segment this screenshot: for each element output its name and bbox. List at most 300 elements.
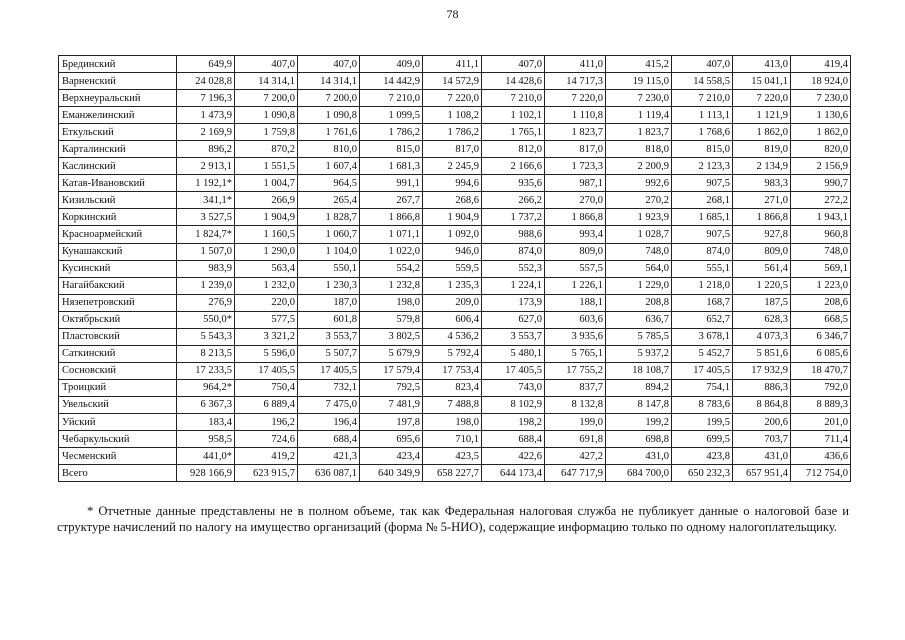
- value-cell: 17 233,5: [177, 362, 235, 379]
- value-cell: 1 551,5: [235, 158, 298, 175]
- value-cell: 990,7: [791, 175, 851, 192]
- value-cell: 991,1: [360, 175, 423, 192]
- table-row: [59, 56, 851, 73]
- value-cell: 1 737,2: [482, 209, 545, 226]
- value-cell: 407,0: [672, 56, 733, 73]
- value-cell: 1 060,7: [298, 226, 360, 243]
- value-cell: 409,0: [360, 56, 423, 73]
- value-cell: 724,6: [235, 431, 298, 448]
- value-cell: 712 754,0: [791, 465, 851, 482]
- value-cell: 419,4: [791, 56, 851, 73]
- value-cell: 17 753,4: [423, 362, 482, 379]
- value-cell: 271,0: [733, 192, 791, 209]
- value-cell: 1 004,7: [235, 175, 298, 192]
- value-cell: 1 119,4: [606, 107, 672, 124]
- value-cell: 17 405,5: [482, 362, 545, 379]
- value-cell: 1 866,8: [360, 209, 423, 226]
- value-cell: 423,5: [423, 448, 482, 465]
- value-cell: 935,6: [482, 175, 545, 192]
- value-cell: 748,0: [606, 243, 672, 260]
- value-cell: 8 132,8: [545, 396, 606, 413]
- value-cell: 684 700,0: [606, 465, 672, 482]
- value-cell: 427,2: [545, 448, 606, 465]
- value-cell: 896,2: [177, 141, 235, 158]
- value-cell: 7 220,0: [423, 90, 482, 107]
- district-name-cell: Брединский: [59, 56, 177, 73]
- value-cell: 1 090,8: [298, 107, 360, 124]
- value-cell: 1 232,0: [235, 277, 298, 294]
- value-cell: 1 607,4: [298, 158, 360, 175]
- value-cell: 5 851,6: [733, 345, 791, 362]
- district-name-cell: Карталинский: [59, 141, 177, 158]
- value-cell: 601,8: [298, 311, 360, 328]
- value-cell: 983,9: [177, 260, 235, 277]
- district-name-cell: Пластовский: [59, 328, 177, 345]
- value-cell: 874,0: [482, 243, 545, 260]
- value-cell: 993,4: [545, 226, 606, 243]
- value-cell: 5 507,7: [298, 345, 360, 362]
- value-cell: 823,4: [423, 379, 482, 396]
- value-cell: 266,2: [482, 192, 545, 209]
- value-cell: 14 428,6: [482, 73, 545, 90]
- value-cell: 17 755,2: [545, 362, 606, 379]
- value-cell: 7 200,0: [235, 90, 298, 107]
- value-cell: 431,0: [733, 448, 791, 465]
- value-cell: 411,0: [545, 56, 606, 73]
- value-cell: 1 226,1: [545, 277, 606, 294]
- table-row: [59, 431, 851, 448]
- value-cell: 557,5: [545, 260, 606, 277]
- table-row: [59, 294, 851, 311]
- value-cell: 699,5: [672, 431, 733, 448]
- value-cell: 1 904,9: [423, 209, 482, 226]
- value-cell: 3 321,2: [235, 328, 298, 345]
- value-cell: 220,0: [235, 294, 298, 311]
- value-cell: 569,1: [791, 260, 851, 277]
- value-cell: 563,4: [235, 260, 298, 277]
- page-number: 78: [446, 7, 459, 21]
- value-cell: 820,0: [791, 141, 851, 158]
- value-cell: 1 866,8: [545, 209, 606, 226]
- value-cell: 1 681,3: [360, 158, 423, 175]
- value-cell: 198,0: [423, 413, 482, 430]
- table-row: [59, 345, 851, 362]
- value-cell: 14 314,1: [235, 73, 298, 90]
- value-cell: 436,6: [791, 448, 851, 465]
- value-cell: 1 099,5: [360, 107, 423, 124]
- value-cell: 1 092,0: [423, 226, 482, 243]
- value-cell: 964,5: [298, 175, 360, 192]
- value-cell: 198,2: [482, 413, 545, 430]
- value-cell: 640 349,9: [360, 465, 423, 482]
- value-cell: 3 802,5: [360, 328, 423, 345]
- value-cell: 817,0: [423, 141, 482, 158]
- value-cell: 711,4: [791, 431, 851, 448]
- district-name-cell: Троицкий: [59, 379, 177, 396]
- value-cell: 1 220,5: [733, 277, 791, 294]
- value-cell: 894,2: [606, 379, 672, 396]
- value-cell: 812,0: [482, 141, 545, 158]
- district-name-cell: Коркинский: [59, 209, 177, 226]
- value-cell: 1 823,7: [545, 124, 606, 141]
- value-cell: 1 824,7*: [177, 226, 235, 243]
- table-row: [59, 311, 851, 328]
- district-name-cell: Еманжелинский: [59, 107, 177, 124]
- value-cell: 4 536,2: [423, 328, 482, 345]
- value-cell: 14 717,3: [545, 73, 606, 90]
- value-cell: 644 173,4: [482, 465, 545, 482]
- value-cell: 17 932,9: [733, 362, 791, 379]
- value-cell: 1 022,0: [360, 243, 423, 260]
- value-cell: 960,8: [791, 226, 851, 243]
- value-cell: 710,1: [423, 431, 482, 448]
- value-cell: 7 230,0: [606, 90, 672, 107]
- value-cell: 3 678,1: [672, 328, 733, 345]
- value-cell: 196,4: [298, 413, 360, 430]
- value-cell: 1 290,0: [235, 243, 298, 260]
- value-cell: 268,6: [423, 192, 482, 209]
- table-row: [59, 396, 851, 413]
- value-cell: 983,3: [733, 175, 791, 192]
- district-name-cell: Сосновский: [59, 362, 177, 379]
- value-cell: 987,1: [545, 175, 606, 192]
- district-name-cell: Катав-Ивановский: [59, 175, 177, 192]
- footnote: * Отчетные данные представлены не в полном объеме, так как Федеральная налоговая служба не публикует данные о налоговой базе и структуре начислений по налогу на имущество организаций (форма № 5-НИО), содержащие информацию только по одному налогоплательщику.: [57, 504, 849, 534]
- table-row: [59, 192, 851, 209]
- value-cell: 1 862,0: [791, 124, 851, 141]
- value-cell: 2 245,9: [423, 158, 482, 175]
- value-cell: 564,0: [606, 260, 672, 277]
- value-cell: 14 572,9: [423, 73, 482, 90]
- value-cell: 7 210,0: [672, 90, 733, 107]
- value-cell: 792,0: [791, 379, 851, 396]
- value-cell: 5 679,9: [360, 345, 423, 362]
- value-cell: 6 346,7: [791, 328, 851, 345]
- value-cell: 15 041,1: [733, 73, 791, 90]
- value-cell: 183,4: [177, 413, 235, 430]
- district-name-cell: Еткульский: [59, 124, 177, 141]
- value-cell: 552,3: [482, 260, 545, 277]
- value-cell: 750,4: [235, 379, 298, 396]
- table-row: [59, 175, 851, 192]
- value-cell: 732,1: [298, 379, 360, 396]
- value-cell: 658 227,7: [423, 465, 482, 482]
- value-cell: 270,2: [606, 192, 672, 209]
- value-cell: 17 405,5: [235, 362, 298, 379]
- district-name-cell: Чесменский: [59, 448, 177, 465]
- value-cell: 691,8: [545, 431, 606, 448]
- value-cell: 870,2: [235, 141, 298, 158]
- district-name-cell: Верхнеуральский: [59, 90, 177, 107]
- value-cell: 647 717,9: [545, 465, 606, 482]
- value-cell: 6 085,6: [791, 345, 851, 362]
- value-cell: 1 224,1: [482, 277, 545, 294]
- value-cell: 5 452,7: [672, 345, 733, 362]
- value-cell: 7 220,0: [733, 90, 791, 107]
- value-cell: 17 405,5: [672, 362, 733, 379]
- value-cell: 1 759,8: [235, 124, 298, 141]
- value-cell: 267,7: [360, 192, 423, 209]
- tax-data-table: [58, 55, 851, 482]
- value-cell: 992,6: [606, 175, 672, 192]
- district-name-cell: Октябрьский: [59, 311, 177, 328]
- value-cell: 208,8: [606, 294, 672, 311]
- value-cell: 657 951,4: [733, 465, 791, 482]
- value-cell: 407,0: [235, 56, 298, 73]
- value-cell: 173,9: [482, 294, 545, 311]
- table-row: [59, 362, 851, 379]
- value-cell: 748,0: [791, 243, 851, 260]
- value-cell: 886,3: [733, 379, 791, 396]
- value-cell: 2 123,3: [672, 158, 733, 175]
- value-cell: 6 367,3: [177, 396, 235, 413]
- district-name-cell: Всего: [59, 465, 177, 482]
- value-cell: 423,4: [360, 448, 423, 465]
- value-cell: 792,5: [360, 379, 423, 396]
- value-cell: 7 210,0: [482, 90, 545, 107]
- value-cell: 8 889,3: [791, 396, 851, 413]
- value-cell: 1 904,9: [235, 209, 298, 226]
- district-name-cell: Красноармейский: [59, 226, 177, 243]
- value-cell: 561,4: [733, 260, 791, 277]
- value-cell: 550,1: [298, 260, 360, 277]
- value-cell: 208,6: [791, 294, 851, 311]
- value-cell: 1 866,8: [733, 209, 791, 226]
- value-cell: 818,0: [606, 141, 672, 158]
- value-cell: 5 596,0: [235, 345, 298, 362]
- value-cell: 415,2: [606, 56, 672, 73]
- value-cell: 628,3: [733, 311, 791, 328]
- value-cell: 636,7: [606, 311, 672, 328]
- value-cell: 14 442,9: [360, 73, 423, 90]
- district-name-cell: Варненский: [59, 73, 177, 90]
- value-cell: 606,4: [423, 311, 482, 328]
- value-cell: 407,0: [298, 56, 360, 73]
- value-cell: 627,0: [482, 311, 545, 328]
- value-cell: 668,5: [791, 311, 851, 328]
- value-cell: 1 786,2: [360, 124, 423, 141]
- value-cell: 743,0: [482, 379, 545, 396]
- value-cell: 1 121,9: [733, 107, 791, 124]
- value-cell: 874,0: [672, 243, 733, 260]
- value-cell: 1 223,0: [791, 277, 851, 294]
- value-cell: 272,2: [791, 192, 851, 209]
- district-name-cell: Нагайбакский: [59, 277, 177, 294]
- value-cell: 5 480,1: [482, 345, 545, 362]
- table-row: [59, 90, 851, 107]
- value-cell: 1 473,9: [177, 107, 235, 124]
- value-cell: 188,1: [545, 294, 606, 311]
- value-cell: 422,6: [482, 448, 545, 465]
- value-cell: 1 923,9: [606, 209, 672, 226]
- district-name-cell: Кусинский: [59, 260, 177, 277]
- value-cell: 815,0: [360, 141, 423, 158]
- value-cell: 168,7: [672, 294, 733, 311]
- value-cell: 1 108,2: [423, 107, 482, 124]
- value-cell: 18 924,0: [791, 73, 851, 90]
- value-cell: 266,9: [235, 192, 298, 209]
- value-cell: 7 230,0: [791, 90, 851, 107]
- value-cell: 837,7: [545, 379, 606, 396]
- value-cell: 14 558,5: [672, 73, 733, 90]
- value-cell: 636 087,1: [298, 465, 360, 482]
- value-cell: 3 527,5: [177, 209, 235, 226]
- value-cell: 695,6: [360, 431, 423, 448]
- value-cell: 431,0: [606, 448, 672, 465]
- value-cell: 1 943,1: [791, 209, 851, 226]
- value-cell: 276,9: [177, 294, 235, 311]
- value-cell: 18 108,7: [606, 362, 672, 379]
- value-cell: 4 073,3: [733, 328, 791, 345]
- value-cell: 2 134,9: [733, 158, 791, 175]
- value-cell: 187,5: [733, 294, 791, 311]
- table-row: [59, 277, 851, 294]
- value-cell: 819,0: [733, 141, 791, 158]
- value-cell: 7 196,3: [177, 90, 235, 107]
- value-cell: 817,0: [545, 141, 606, 158]
- value-cell: 1 102,1: [482, 107, 545, 124]
- district-name-cell: Нязепетровский: [59, 294, 177, 311]
- table-row: [59, 158, 851, 175]
- value-cell: 198,0: [360, 294, 423, 311]
- value-cell: 1 232,8: [360, 277, 423, 294]
- value-cell: 5 937,2: [606, 345, 672, 362]
- value-cell: 1 028,7: [606, 226, 672, 243]
- value-cell: 3 935,6: [545, 328, 606, 345]
- value-cell: 5 543,3: [177, 328, 235, 345]
- table-row: [59, 448, 851, 465]
- value-cell: 1 090,8: [235, 107, 298, 124]
- value-cell: 946,0: [423, 243, 482, 260]
- value-cell: 7 210,0: [360, 90, 423, 107]
- value-cell: 196,2: [235, 413, 298, 430]
- value-cell: 1 130,6: [791, 107, 851, 124]
- value-cell: 1 230,3: [298, 277, 360, 294]
- value-cell: 1 823,7: [606, 124, 672, 141]
- value-cell: 555,1: [672, 260, 733, 277]
- value-cell: 927,8: [733, 226, 791, 243]
- value-cell: 7 481,9: [360, 396, 423, 413]
- value-cell: 1 160,5: [235, 226, 298, 243]
- value-cell: 550,0*: [177, 311, 235, 328]
- value-cell: 688,4: [298, 431, 360, 448]
- value-cell: 964,2*: [177, 379, 235, 396]
- value-cell: 1 235,3: [423, 277, 482, 294]
- value-cell: 8 864,8: [733, 396, 791, 413]
- value-cell: 958,5: [177, 431, 235, 448]
- district-name-cell: Кизильский: [59, 192, 177, 209]
- district-name-cell: Саткинский: [59, 345, 177, 362]
- value-cell: 413,0: [733, 56, 791, 73]
- table-row: [59, 124, 851, 141]
- value-cell: 810,0: [298, 141, 360, 158]
- value-cell: 265,4: [298, 192, 360, 209]
- table-body: [59, 56, 851, 482]
- value-cell: 623 915,7: [235, 465, 298, 482]
- value-cell: 754,1: [672, 379, 733, 396]
- value-cell: 7 475,0: [298, 396, 360, 413]
- value-cell: 1 723,3: [545, 158, 606, 175]
- value-cell: 688,4: [482, 431, 545, 448]
- value-cell: 8 147,8: [606, 396, 672, 413]
- value-cell: 421,3: [298, 448, 360, 465]
- table-row: [59, 73, 851, 90]
- value-cell: 270,0: [545, 192, 606, 209]
- value-cell: 1 507,0: [177, 243, 235, 260]
- value-cell: 199,0: [545, 413, 606, 430]
- value-cell: 19 115,0: [606, 73, 672, 90]
- value-cell: 423,8: [672, 448, 733, 465]
- value-cell: 809,0: [545, 243, 606, 260]
- value-cell: 24 028,8: [177, 73, 235, 90]
- value-cell: 197,8: [360, 413, 423, 430]
- value-cell: 1 229,0: [606, 277, 672, 294]
- value-cell: 1 104,0: [298, 243, 360, 260]
- value-cell: 411,1: [423, 56, 482, 73]
- value-cell: 8 213,5: [177, 345, 235, 362]
- value-cell: 2 200,9: [606, 158, 672, 175]
- table-row: [59, 209, 851, 226]
- value-cell: 603,6: [545, 311, 606, 328]
- table-row: [59, 413, 851, 430]
- value-cell: 703,7: [733, 431, 791, 448]
- value-cell: 8 102,9: [482, 396, 545, 413]
- value-cell: 341,1*: [177, 192, 235, 209]
- value-cell: 2 166,6: [482, 158, 545, 175]
- district-name-cell: Каслинский: [59, 158, 177, 175]
- value-cell: 17 579,4: [360, 362, 423, 379]
- value-cell: 698,8: [606, 431, 672, 448]
- table-row: [59, 379, 851, 396]
- table-row: [59, 328, 851, 345]
- value-cell: 3 553,7: [482, 328, 545, 345]
- district-name-cell: Чебаркульский: [59, 431, 177, 448]
- value-cell: 988,6: [482, 226, 545, 243]
- value-cell: 187,0: [298, 294, 360, 311]
- value-cell: 1 765,1: [482, 124, 545, 141]
- value-cell: 1 862,0: [733, 124, 791, 141]
- value-cell: 7 488,8: [423, 396, 482, 413]
- value-cell: 1 218,0: [672, 277, 733, 294]
- value-cell: 652,7: [672, 311, 733, 328]
- value-cell: 199,2: [606, 413, 672, 430]
- value-cell: 18 470,7: [791, 362, 851, 379]
- table-row: [59, 465, 851, 482]
- value-cell: 907,5: [672, 175, 733, 192]
- value-cell: 907,5: [672, 226, 733, 243]
- table-row: [59, 226, 851, 243]
- value-cell: 5 792,4: [423, 345, 482, 362]
- value-cell: 1 239,0: [177, 277, 235, 294]
- value-cell: 1 110,8: [545, 107, 606, 124]
- value-cell: 809,0: [733, 243, 791, 260]
- value-cell: 559,5: [423, 260, 482, 277]
- value-cell: 199,5: [672, 413, 733, 430]
- value-cell: 1 192,1*: [177, 175, 235, 192]
- value-cell: 1 761,6: [298, 124, 360, 141]
- value-cell: 815,0: [672, 141, 733, 158]
- value-cell: 1 685,1: [672, 209, 733, 226]
- value-cell: 994,6: [423, 175, 482, 192]
- value-cell: 2 169,9: [177, 124, 235, 141]
- value-cell: 1 071,1: [360, 226, 423, 243]
- district-name-cell: Увельский: [59, 396, 177, 413]
- value-cell: 7 220,0: [545, 90, 606, 107]
- value-cell: 8 783,6: [672, 396, 733, 413]
- value-cell: 419,2: [235, 448, 298, 465]
- table-row: [59, 141, 851, 158]
- value-cell: 649,9: [177, 56, 235, 73]
